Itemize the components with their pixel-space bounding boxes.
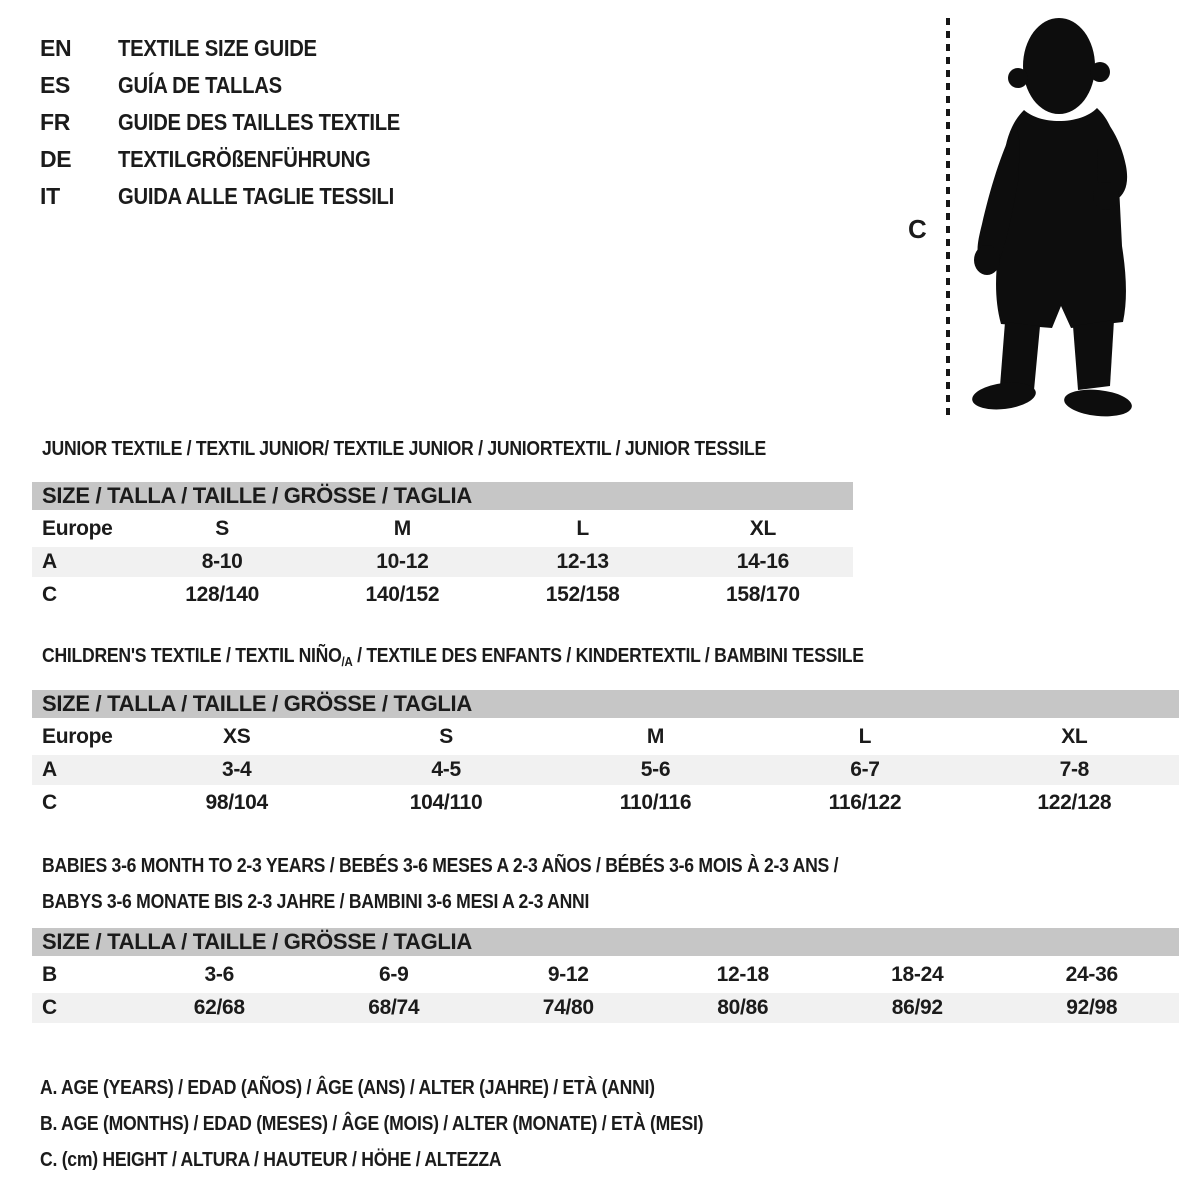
- table-row: [32, 722, 1179, 752]
- cell: 110/116: [619, 791, 692, 814]
- legend-line-age-months: [40, 1106, 794, 1142]
- cell: XS: [222, 725, 251, 748]
- lang-title: TEXTILE SIZE GUIDE: [118, 35, 317, 61]
- legend-line-height-cm: [40, 1142, 794, 1178]
- table-row: [32, 993, 1179, 1023]
- legend-line-age-years-text: A. AGE (YEARS) / EDAD (AÑOS) / ÂGE (ANS) / ALTER (JAHRE) / ETÀ (ANNI): [40, 1077, 655, 1099]
- junior-section-title-text: JUNIOR TEXTILE / TEXTIL JUNIOR/ TEXTILE JUNIOR / JUNIORTEXTIL / JUNIOR TESSILE: [42, 438, 766, 460]
- cell: 92/98: [1066, 996, 1118, 1019]
- legend: [40, 1070, 794, 1178]
- table-row: [32, 788, 1179, 818]
- cell: XL: [749, 517, 776, 540]
- cell: 68/74: [368, 996, 420, 1019]
- children-section-title: [42, 644, 976, 670]
- height-measure-label: C: [908, 214, 927, 244]
- cell: 8-10: [201, 550, 243, 573]
- cell: 140/152: [365, 583, 440, 606]
- cell: XL: [1061, 725, 1088, 748]
- cell: 6-7: [850, 758, 880, 781]
- cell: 4-5: [431, 758, 461, 781]
- children-title-sub: /A: [341, 654, 353, 669]
- lang-code: FR: [40, 109, 71, 135]
- junior-section-title: [42, 437, 865, 461]
- cell: 128/140: [185, 583, 260, 606]
- row-label: A: [42, 550, 57, 573]
- cell: 152/158: [545, 583, 620, 606]
- cell: 12-13: [556, 550, 609, 573]
- cell: S: [439, 725, 453, 748]
- cell: S: [215, 517, 229, 540]
- table-row: [32, 547, 853, 577]
- size-header-text: SIZE / TALLA / TAILLE / GRÖSSE / TAGLIA: [42, 691, 472, 716]
- cell: 98/104: [205, 791, 268, 814]
- row-label: C: [42, 791, 57, 814]
- row-label: C: [42, 996, 57, 1019]
- lang-row-de: [40, 141, 439, 178]
- row-label: Europe: [42, 725, 113, 748]
- table-row: [32, 755, 1179, 785]
- cell: 62/68: [193, 996, 245, 1019]
- cell: 24-36: [1065, 963, 1118, 986]
- junior-size-table: [32, 482, 853, 610]
- cell: 6-9: [379, 963, 409, 986]
- lang-code: IT: [40, 183, 60, 209]
- table-row: [32, 960, 1179, 990]
- babies-title-line2-text: BABYS 3-6 MONATE BIS 2-3 JAHRE / BAMBINI 3-6 MESI A 2-3 ANNI: [42, 891, 590, 913]
- lang-code: ES: [40, 72, 71, 98]
- lang-row-en: [40, 30, 439, 67]
- cell: 18-24: [891, 963, 944, 986]
- cell: 104/110: [409, 791, 483, 814]
- babies-size-table: [32, 928, 1179, 1023]
- cell: 5-6: [640, 758, 671, 781]
- lang-title: GUIDE DES TAILLES TEXTILE: [118, 109, 401, 135]
- cell: 10-12: [376, 550, 429, 573]
- babies-title-line1: [42, 848, 947, 884]
- cell: M: [393, 517, 411, 540]
- cell: 7-8: [1059, 758, 1090, 781]
- lang-code: DE: [40, 146, 72, 172]
- junior-size-header-bar: [32, 482, 853, 510]
- cell: 122/128: [1037, 791, 1112, 814]
- height-dashed-line-icon: [946, 18, 950, 416]
- cell: 80/86: [717, 996, 769, 1019]
- babies-size-header-bar: [32, 928, 1179, 956]
- size-header-text: SIZE / TALLA / TAILLE / GRÖSSE / TAGLIA: [42, 929, 472, 954]
- legend-line-age-years: [40, 1070, 794, 1106]
- cell: M: [646, 725, 665, 748]
- lang-code: EN: [40, 35, 72, 61]
- cell: 3-4: [221, 758, 252, 781]
- legend-line-age-months-text: B. AGE (MONTHS) / EDAD (MESES) / ÂGE (MOIS) / ALTER (MONATE) / ETÀ (MESI): [40, 1113, 704, 1135]
- children-size-header-bar: [32, 690, 1179, 718]
- table-row: [32, 580, 853, 610]
- lang-row-es: [40, 67, 439, 104]
- row-label: B: [42, 963, 57, 986]
- language-title-list: [40, 30, 439, 215]
- row-label: A: [42, 758, 57, 781]
- size-header-text: SIZE / TALLA / TAILLE / GRÖSSE / TAGLIA: [42, 483, 472, 508]
- children-title-post: / TEXTILE DES ENFANTS / KINDERTEXTIL / BAMBINI TESSILE: [352, 645, 864, 667]
- legend-line-height-cm-text: C. (cm) HEIGHT / ALTURA / HAUTEUR / HÖHE / ALTEZZA: [40, 1149, 502, 1171]
- lang-row-fr: [40, 104, 439, 141]
- lang-title: GUIDA ALLE TAGLIE TESSILI: [118, 183, 395, 209]
- cell: 9-12: [547, 963, 589, 986]
- lang-title: GUÍA DE TALLAS: [118, 72, 282, 98]
- cell: 86/92: [891, 996, 943, 1019]
- table-row: [32, 514, 853, 544]
- babies-section-title: [42, 848, 947, 920]
- babies-title-line2: [42, 884, 947, 920]
- babies-title-line1-text: BABIES 3-6 MONTH TO 2-3 YEARS / BEBÉS 3-6 MESES A 2-3 AÑOS / BÉBÉS 3-6 MOIS À 2-3 ANS /: [42, 855, 839, 877]
- cell: 116/122: [828, 791, 902, 814]
- cell: 3-6: [204, 963, 234, 986]
- cell: 14-16: [736, 550, 789, 573]
- row-label: Europe: [42, 517, 113, 540]
- lang-row-it: [40, 178, 439, 215]
- cell: L: [858, 725, 872, 748]
- cell: 158/170: [725, 583, 800, 606]
- children-size-table: [32, 690, 1179, 818]
- cell: 12-18: [716, 963, 769, 986]
- row-label: C: [42, 583, 57, 606]
- children-title-pre: CHILDREN'S TEXTILE / TEXTIL NIÑO: [42, 645, 342, 667]
- lang-title: TEXTILGRÖßENFÜHRUNG: [118, 146, 371, 172]
- children-section-title-text: [42, 644, 864, 670]
- cell: L: [576, 517, 589, 540]
- cell: 74/80: [542, 996, 594, 1019]
- toddler-silhouette-icon: [960, 14, 1144, 418]
